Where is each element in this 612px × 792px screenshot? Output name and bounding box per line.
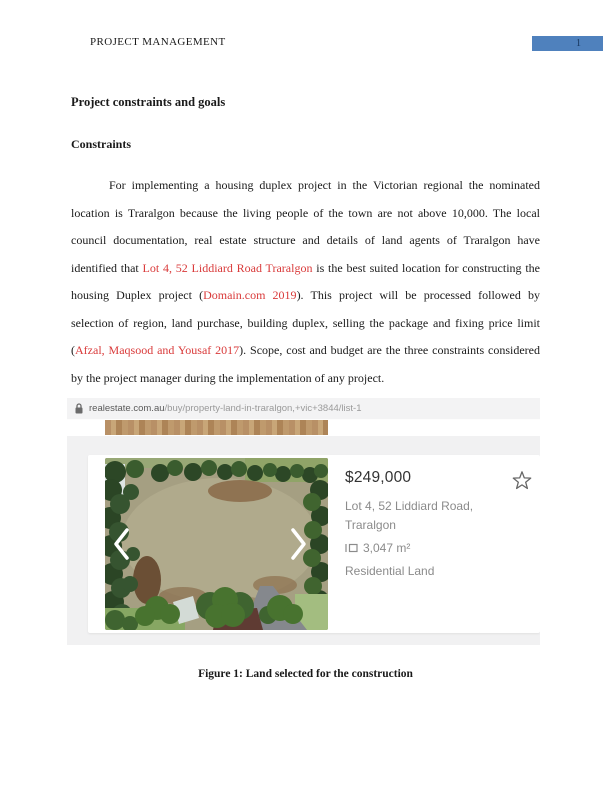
citation-link: Lot 4, 52 Liddiard Road Traralgon xyxy=(142,260,313,275)
embedded-browser-screenshot xyxy=(67,398,540,645)
chevron-right-icon xyxy=(287,524,309,564)
url-path: /buy/property-land-in-traralgon,+vic+3844/list-1 xyxy=(164,403,362,414)
previous-listing-card[interactable] xyxy=(67,420,540,436)
url-domain: realestate.com.au xyxy=(89,403,165,414)
lock-icon xyxy=(75,403,83,414)
favorite-button[interactable] xyxy=(511,470,533,492)
carousel-prev-button[interactable] xyxy=(111,524,133,564)
citation-link: Afzal, Maqsood and Yousaf 2017 xyxy=(75,343,240,357)
citation-link: Domain.com 2019 xyxy=(203,288,297,302)
figure-caption: Figure 1: Land selected for the construction xyxy=(198,668,413,680)
carousel-next-button[interactable] xyxy=(287,524,309,564)
address-line-2: Traralgon xyxy=(345,518,396,532)
address-line-1: Lot 4, 52 Liddiard Road, xyxy=(345,499,474,513)
running-header-title: PROJECT MANAGEMENT xyxy=(90,36,226,48)
star-outline-icon xyxy=(511,470,533,492)
listing-aerial-photo[interactable] xyxy=(105,458,328,630)
paragraph-text: ). This project will be processed followed by selection of region, land purchase, building duplex, selling the package and fixing price limit ( xyxy=(71,288,540,357)
paragraph-text: For implementing a housing duplex project in the Victorian regional the nominated location is Traralgon because the living people of the town are not above 10,000. The local council documentation, real estate structure and details of land agents of Traralgon have identified that xyxy=(71,178,540,275)
section-heading: Project constraints and goals xyxy=(71,95,226,109)
land-size-icon xyxy=(345,542,358,554)
subsection-heading: Constraints xyxy=(71,137,132,151)
land-size-row xyxy=(345,541,410,555)
property-type: Residential Land xyxy=(345,564,435,578)
page-number-badge: 1 xyxy=(532,36,603,51)
land-size-value: 3,047 m² xyxy=(363,541,411,555)
listing-price: $249,000 xyxy=(345,469,412,486)
listing-address xyxy=(345,497,473,535)
previous-listing-photo xyxy=(105,420,328,435)
address-bar[interactable] xyxy=(67,398,540,420)
body-paragraph xyxy=(71,172,540,392)
paragraph-text: ). Scope, cost and budget are the three constraints considered by the project manager during the implementation of any project. xyxy=(71,343,540,385)
listing-card[interactable] xyxy=(88,455,540,633)
paragraph-text: is the best suited location for constructing the housing Duplex project ( xyxy=(71,260,540,302)
chevron-left-icon xyxy=(111,524,133,564)
